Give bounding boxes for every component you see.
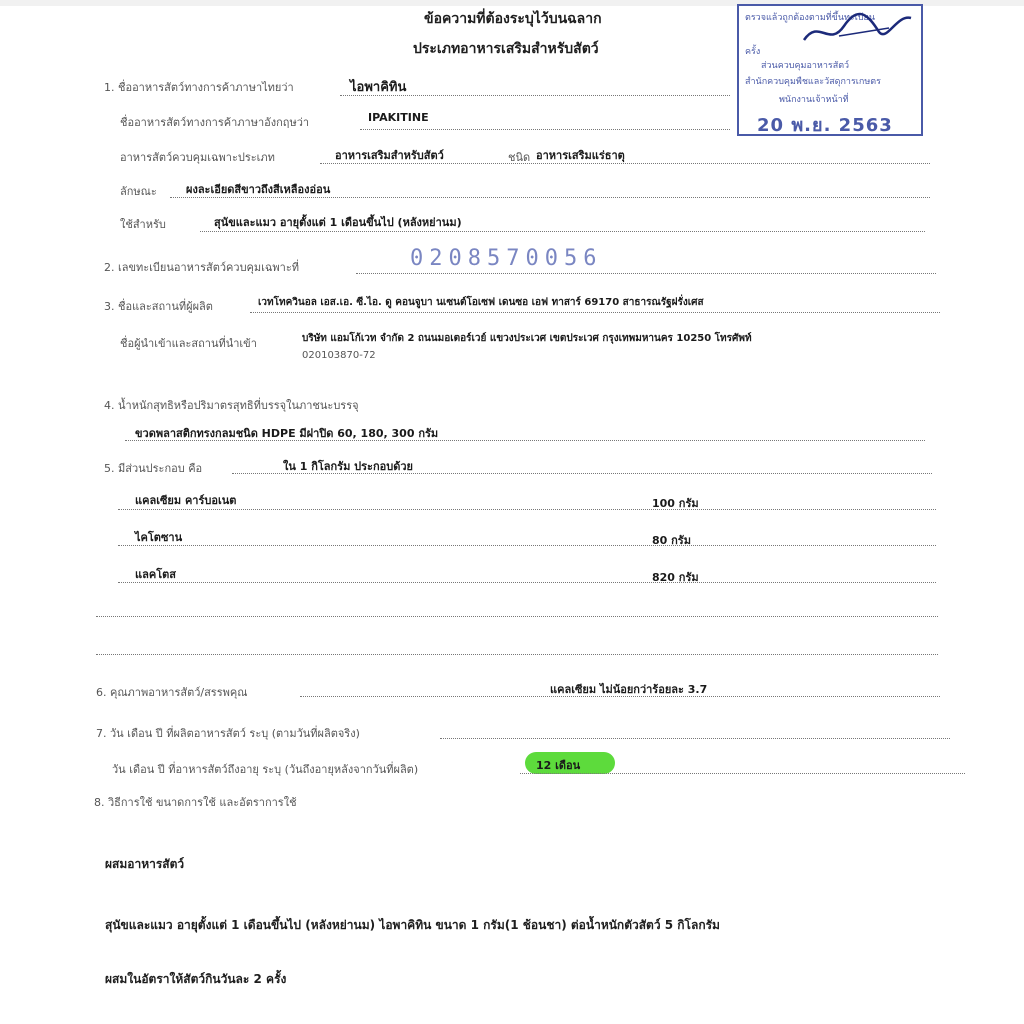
field-1c-kind-label: ชนิด bbox=[508, 151, 531, 164]
usage-line-3: ผสมในอัตราให้สัตว์กินวันละ 2 ครั้ง bbox=[105, 972, 287, 986]
stamp-line-2: ครั้ง bbox=[745, 47, 761, 57]
field-6-value: แคลเซียม ไม่น้อยกว่าร้อยละ 3.7 bbox=[550, 683, 708, 696]
field-3-value: เวทโทควินอล เอส.เอ. ซี.ไอ. ดู คอนจูบา นเซนต์โอเซฟ เดนซอ เอฟ ทาสาร์ 69170 สาธารณรัฐฝรั่งเศส bbox=[258, 297, 704, 308]
stamp-line-1: ตรวจแล้วถูกต้องตามที่ขึ้นทะเบียน bbox=[745, 13, 875, 23]
ingredient-name: แลคโตส bbox=[135, 568, 176, 581]
field-5-label: 5. มีส่วนประกอบ คือ bbox=[104, 462, 203, 475]
registration-number: 0208570056 bbox=[410, 246, 603, 271]
field-1e-label: ใช้สำหรับ bbox=[120, 218, 166, 231]
field-1-value: ไอพาคิทิน bbox=[350, 80, 407, 95]
field-3b-value: บริษัท แอมโก้เวท จำกัด 2 ถนนมอเตอร์เวย์ แขวงประเวศ เขตประเวศ กรุงเทพมหานคร 10250 โทรศัพท์ bbox=[302, 333, 752, 344]
stamp-line-5: พนักงานเจ้าหน้าที่ bbox=[779, 95, 849, 105]
field-3b-phone: 020103870-72 bbox=[302, 350, 376, 361]
field-1d-value: ผงละเอียดสีขาวถึงสีเหลืองอ่อน bbox=[186, 183, 331, 196]
field-4-label: 4. น้ำหนักสุทธิหรือปริมาตรสุทธิที่บรรจุในภาชนะบรรจุ bbox=[104, 399, 359, 412]
field-1b-label: ชื่ออาหารสัตว์ทางการค้าภาษาอังกฤษว่า bbox=[120, 116, 310, 129]
ingredient-amount: 100 กรัม bbox=[652, 497, 699, 510]
ingredient-name: ไคโตซาน bbox=[135, 531, 183, 544]
ingredient-amount: 80 กรัม bbox=[652, 534, 691, 547]
field-1d-label: ลักษณะ bbox=[120, 185, 157, 198]
usage-line-2: สุนัขและแมว อายุตั้งแต่ 1 เดือนขึ้นไป (หลังหย่านม) ไอพาคิทิน ขนาด 1 กรัม(1 ช้อนชา) ต่อน้ำหนักตัวสัตว์ 5 กิโลกรัม bbox=[105, 918, 720, 932]
field-3-label: 3. ชื่อและสถานที่ผู้ผลิต bbox=[104, 300, 213, 313]
field-1c-kind-value: อาหารเสริมแร่ธาตุ bbox=[536, 149, 625, 162]
document-subtitle: ประเภทอาหารเสริมสำหรับสัตว์ bbox=[413, 41, 599, 57]
field-7-label: 7. วัน เดือน ปี ที่ผลิตอาหารสัตว์ ระบุ (ตามวันที่ผลิตจริง) bbox=[96, 727, 360, 740]
signature-icon bbox=[799, 8, 919, 48]
field-8-label: 8. วิธีการใช้ ขนาดการใช้ และอัตราการใช้ bbox=[94, 796, 297, 809]
field-1b-value: IPAKITINE bbox=[368, 111, 429, 124]
field-5-value: ใน 1 กิโลกรัม ประกอบด้วย bbox=[283, 460, 413, 473]
stamp-line-4: สำนักควบคุมพืชและวัสดุการเกษตร bbox=[745, 77, 881, 87]
ingredient-name: แคลเซียม คาร์บอเนต bbox=[135, 494, 237, 507]
field-2-label: 2. เลขทะเบียนอาหารสัตว์ควบคุมเฉพาะที่ bbox=[104, 261, 299, 274]
field-6-label: 6. คุณภาพอาหารสัตว์/สรรพคุณ bbox=[96, 686, 248, 699]
field-1e-value: สุนัขและแมว อายุตั้งแต่ 1 เดือนขึ้นไป (หลังหย่านม) bbox=[214, 216, 462, 229]
stamp-date: 20 พ.ย. 2563 bbox=[757, 115, 893, 136]
field-1-label: 1. ชื่ออาหารสัตว์ทางการค้าภาษาไทยว่า bbox=[104, 81, 294, 94]
field-4-value: ขวดพลาสติกทรงกลมชนิด HDPE มีฝาปิด 60, 180, 300 กรัม bbox=[135, 427, 439, 440]
field-1c-label: อาหารสัตว์ควบคุมเฉพาะประเภท bbox=[120, 151, 275, 164]
document-title: ข้อความที่ต้องระบุไว้บนฉลาก bbox=[424, 11, 602, 27]
field-1c-value: อาหารเสริมสำหรับสัตว์ bbox=[335, 149, 444, 162]
stamp-line-3: ส่วนควบคุมอาหารสัตว์ bbox=[761, 61, 850, 71]
usage-line-1: ผสมอาหารสัตว์ bbox=[105, 857, 185, 871]
approval-stamp bbox=[737, 4, 923, 136]
ingredient-amount: 820 กรัม bbox=[652, 571, 699, 584]
field-7b-label: วัน เดือน ปี ที่อาหารสัตว์ถึงอายุ ระบุ (วันถึงอายุหลังจากวันที่ผลิต) bbox=[112, 763, 419, 776]
field-3b-label: ชื่อผู้นำเข้าและสถานที่นำเข้า bbox=[120, 337, 257, 350]
field-7b-value: 12 เดือน bbox=[536, 759, 581, 772]
